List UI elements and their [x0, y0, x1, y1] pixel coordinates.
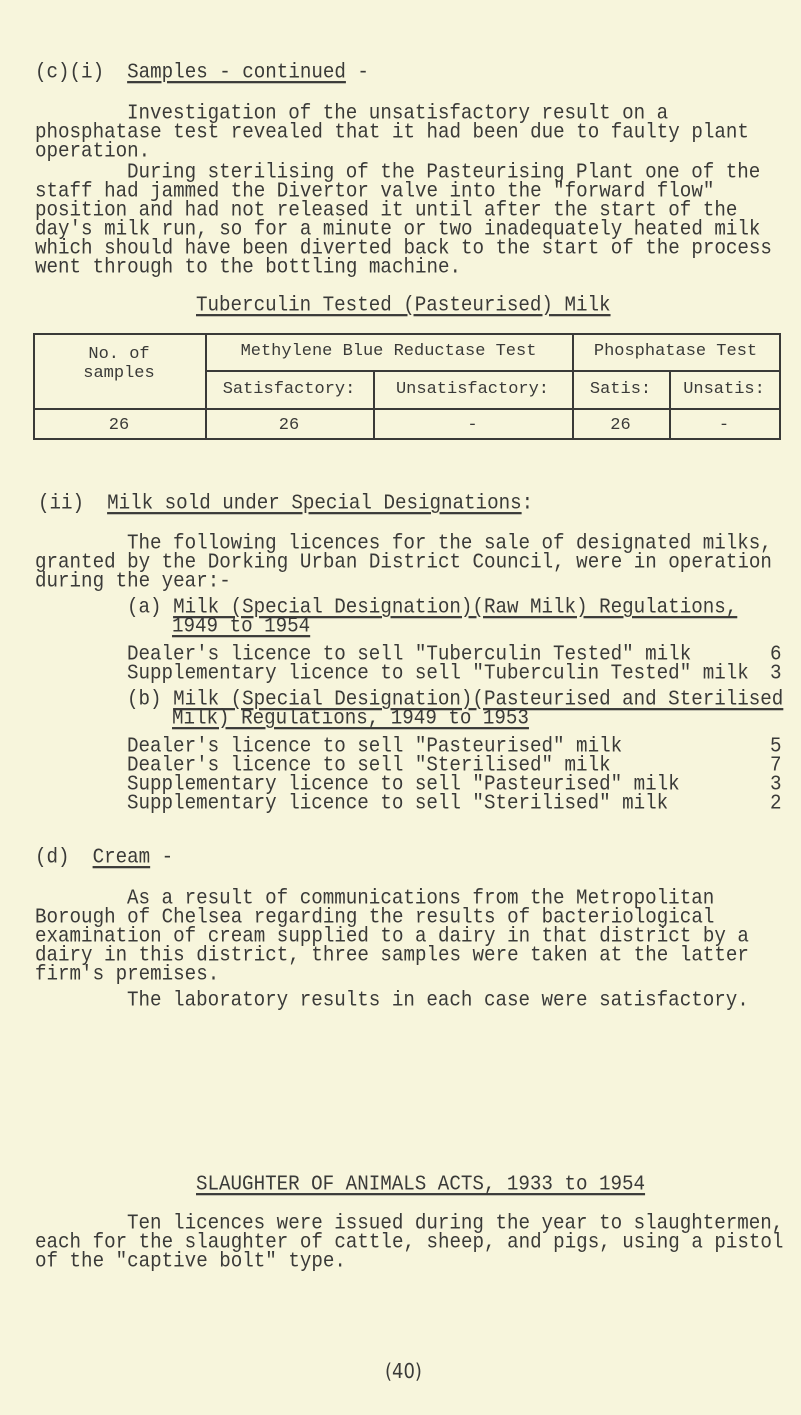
- section-c-title: Samples - continued: [127, 59, 346, 85]
- licence-label: Dealer's licence to sell "Sterilised" milk: [127, 752, 611, 778]
- section-d-prefix: (d): [35, 844, 70, 870]
- header-phosphatase: Phosphatase Test: [593, 342, 758, 361]
- subheader-unsatisfactory: Unsatisfactory:: [395, 380, 550, 399]
- licence-label: Dealer's licence to sell "Tuberculin Tested" milk: [127, 641, 692, 667]
- section-d-suffix: -: [150, 844, 174, 870]
- cell-samples: 26: [108, 416, 130, 435]
- paragraph-line: Borough of Chelsea regarding the results of bacteriological: [35, 904, 715, 930]
- paragraph-line: Investigation of the unsatisfactory result on a: [127, 100, 669, 126]
- subsection-a-title-cont: 1949 to 1954: [172, 613, 311, 639]
- paragraph-line: phosphatase test revealed that it had been due to faulty plant: [35, 119, 749, 145]
- section-ii-prefix: (ii): [38, 490, 85, 516]
- licence-label: Supplementary licence to sell "Tuberculin Tested" milk: [127, 660, 749, 686]
- subheader-unsatis: Unsatis:: [683, 380, 765, 399]
- paragraph-line: The following licences for the sale of designated milks,: [127, 530, 772, 556]
- table-title: Tuberculin Tested (Pasteurised) Milk: [196, 292, 611, 318]
- paragraph-line: of the "captive bolt" type.: [35, 1248, 346, 1274]
- section-ii-heading: [38, 490, 534, 516]
- licence-count: 6: [770, 641, 782, 667]
- cell-ph-unsatis: -: [718, 416, 730, 435]
- paragraph-line: during the year:-: [35, 568, 231, 594]
- section-c-suffix: -: [345, 59, 369, 85]
- section-c-heading: [35, 59, 369, 85]
- paragraph-line: During sterilising of the Pasteurising Plant one of the: [127, 159, 761, 185]
- paragraph-line: which should have been diverted back to the start of the process: [35, 235, 772, 261]
- paragraph-line: firm's premises.: [35, 961, 220, 987]
- header-methylene-blue: Methylene Blue Reductase Test: [240, 342, 537, 361]
- subsection-b-title-cont: Milk) Regulations, 1949 to 1953: [172, 705, 529, 731]
- results-table: [33, 333, 781, 439]
- subsection-b-title: Milk (Special Designation)(Pasteurised and Sterilised: [173, 686, 784, 712]
- section-ii-suffix: :: [521, 490, 534, 516]
- licence-count: 2: [770, 790, 782, 816]
- paragraph-line: The laboratory results in each case were satisfactory.: [127, 987, 749, 1013]
- licence-count: 5: [770, 733, 782, 759]
- subheader-satisfactory: Satisfactory:: [222, 380, 356, 399]
- table-header-divider: [205, 370, 781, 372]
- paragraph-line: granted by the Dorking Urban District Council, were in operation: [35, 549, 772, 575]
- paragraph-line: Ten licences were issued during the year to slaughtermen,: [127, 1210, 784, 1236]
- table-border-top: [33, 333, 781, 335]
- paragraph-line: day's milk run, so for a minute or two inadequately heated milk: [35, 216, 761, 242]
- header-samples-line2: samples: [83, 364, 155, 383]
- cell-ph-satis: 26: [610, 416, 631, 435]
- paragraph-line: As a result of communications from the Metropolitan: [127, 885, 715, 911]
- licence-count: 3: [770, 660, 782, 686]
- paragraph-line: operation.: [35, 138, 151, 164]
- licence-label: Dealer's licence to sell "Pasteurised" milk: [127, 733, 623, 759]
- paragraph-line: staff had jammed the Divertor valve into the "forward flow": [35, 178, 715, 204]
- paragraph-line: position and had not released it until after the start of the: [35, 197, 738, 223]
- paragraph-line: dairy in this district, three samples were taken at the latter: [35, 942, 749, 968]
- subsection-a-prefix: (a): [127, 594, 162, 620]
- subsection-b-prefix: (b): [127, 686, 162, 712]
- licence-label: Supplementary licence to sell "Pasteurised" milk: [127, 771, 680, 797]
- licence-count: 7: [770, 752, 782, 778]
- section-c-prefix: (c)(i): [35, 59, 105, 85]
- licence-count: 3: [770, 771, 782, 797]
- subsection-a-title: Milk (Special Designation)(Raw Milk) Regulations,: [173, 594, 738, 620]
- cell-mb-unsatisfactory: -: [467, 416, 478, 435]
- subheader-satis: Satis:: [589, 380, 652, 399]
- header-samples-line1: No. of: [88, 345, 150, 364]
- paragraph-line: each for the slaughter of cattle, sheep, and pigs, using a pistol: [35, 1229, 784, 1255]
- table-border-right: [779, 333, 781, 440]
- page-number: (40): [385, 1359, 422, 1384]
- licence-label: Supplementary licence to sell "Sterilised" milk: [127, 790, 669, 816]
- paragraph-line: went through to the bottling machine.: [35, 254, 462, 280]
- slaughter-heading: SLAUGHTER OF ANIMALS ACTS, 1933 to 1954: [196, 1171, 646, 1197]
- section-d-heading: [35, 844, 174, 870]
- section-ii-title: Milk sold under Special Designations: [107, 490, 522, 516]
- cell-mb-satisfactory: 26: [278, 416, 300, 435]
- section-d-title: Cream: [92, 844, 151, 870]
- paragraph-line: examination of cream supplied to a dairy in that district by a: [35, 923, 749, 949]
